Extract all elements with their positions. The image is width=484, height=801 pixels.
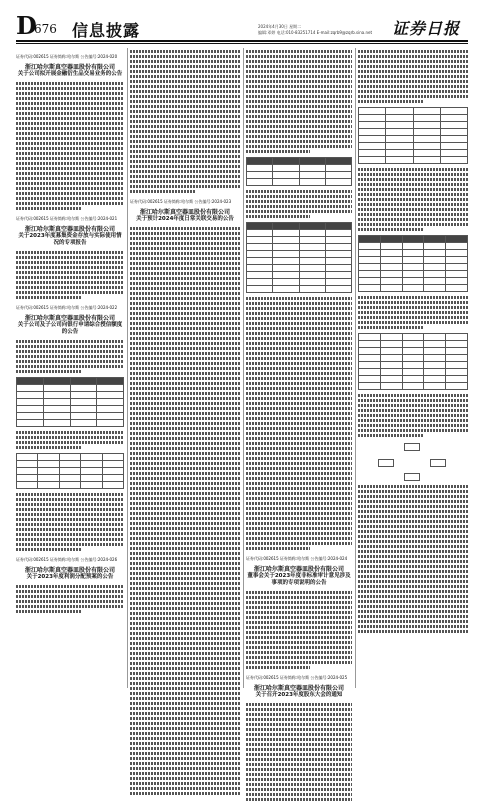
- column-3: [246, 48, 352, 698]
- data-table: [246, 222, 352, 293]
- notice-heading: [16, 54, 124, 78]
- editor-contact: 编辑:邓婷 电话:010-83251714 E-mail:zqrb9@zqrb.sina.net: [258, 30, 373, 35]
- notice-title: 关于2023年度募集资金存放与实际使用情况的专项报告: [18, 233, 122, 246]
- notice-heading: [246, 556, 352, 587]
- notice-title: 关于2023年度利润分配预案的公告: [26, 574, 114, 580]
- notice-code: 证券代码:002615 证券简称:哈尔斯 公告编号:2024-022: [16, 305, 118, 310]
- notice-title: 关于预计2024年度日常关联交易的公告: [136, 216, 234, 222]
- data-table: [16, 453, 124, 489]
- column-divider: [355, 48, 356, 688]
- notice-code: 证券代码:002615 证券简称:哈尔斯 公告编号:2024-021: [16, 216, 118, 221]
- notice-heading: [16, 305, 124, 336]
- page-number: 676: [34, 22, 57, 36]
- data-table: [16, 377, 124, 427]
- body-text: [246, 703, 352, 801]
- body-text: [246, 190, 352, 218]
- notice-title: 董事会关于2023年度非标准审计意见涉及事项的专项说明的公告: [247, 573, 351, 586]
- body-text: [246, 50, 352, 153]
- body-text: [130, 227, 240, 795]
- notice-code: 证券代码:002615 证券简称:哈尔斯 公告编号:2024-024: [246, 556, 348, 561]
- body-text: [16, 82, 124, 210]
- body-text: [16, 251, 124, 299]
- notice-code: 证券代码:002615 证券简称:哈尔斯 公告编号:2024-026: [16, 557, 118, 562]
- notice-code: 证券代码:002615 证券简称:哈尔斯 公告编号:2024-025: [246, 675, 348, 680]
- issue-date: 2024年4月30日 星期二: [258, 24, 302, 29]
- body-text: [358, 168, 468, 231]
- body-text: [130, 50, 240, 193]
- notice-code: 证券代码:002615 证券简称:哈尔斯 公告编号:2024-020: [16, 54, 118, 59]
- body-text: [16, 493, 124, 551]
- notice-heading: [16, 216, 124, 247]
- body-text: [16, 431, 124, 449]
- body-text: [246, 297, 352, 550]
- newspaper-logo: 证券日报: [392, 19, 461, 38]
- org-diagram: [358, 441, 468, 481]
- notice-heading: [130, 199, 240, 223]
- body-text: [358, 296, 468, 329]
- column-divider: [127, 48, 128, 688]
- column-4: [358, 48, 468, 688]
- notice-company: 浙江哈尔斯真空器皿股份有限公司: [24, 315, 115, 322]
- notice-title: 关于召开2023年度股东大会的通知: [255, 692, 343, 698]
- data-table: [358, 333, 468, 390]
- notice-heading: [16, 557, 124, 581]
- body-text: [16, 585, 124, 613]
- header-rule: [16, 40, 468, 42]
- notice-company: 浙江哈尔斯真空器皿股份有限公司: [24, 226, 115, 233]
- notice-company: 浙江哈尔斯真空器皿股份有限公司: [253, 685, 344, 692]
- column-2: [130, 48, 240, 688]
- body-text: [358, 394, 468, 437]
- notice-title: 关于公司拟开展金融衍生品交易业务的公告: [17, 71, 123, 77]
- column-divider: [243, 48, 244, 688]
- notice-company: 浙江哈尔斯真空器皿股份有限公司: [139, 209, 230, 216]
- notice-company: 浙江哈尔斯真空器皿股份有限公司: [24, 64, 115, 71]
- notice-title: 关于公司及子公司向银行申请综合授信额度的公告: [17, 322, 123, 335]
- notice-code: 证券代码:002615 证券简称:哈尔斯 公告编号:2024-023: [130, 199, 232, 204]
- section-title: 信息披露: [72, 21, 141, 40]
- body-text: [358, 485, 468, 633]
- notice-heading: [246, 675, 352, 699]
- notice-company: 浙江哈尔斯真空器皿股份有限公司: [24, 567, 115, 574]
- data-table: [358, 235, 468, 292]
- data-table: [358, 107, 468, 164]
- masthead: [0, 0, 484, 44]
- body-text: [16, 340, 124, 373]
- data-table: [246, 157, 352, 186]
- notice-company: 浙江哈尔斯真空器皿股份有限公司: [253, 566, 344, 573]
- page-letter: D: [16, 11, 37, 40]
- column-1: [16, 48, 124, 688]
- header-rule-thin: [16, 43, 468, 44]
- body-text: [358, 50, 468, 103]
- body-text: [246, 591, 352, 669]
